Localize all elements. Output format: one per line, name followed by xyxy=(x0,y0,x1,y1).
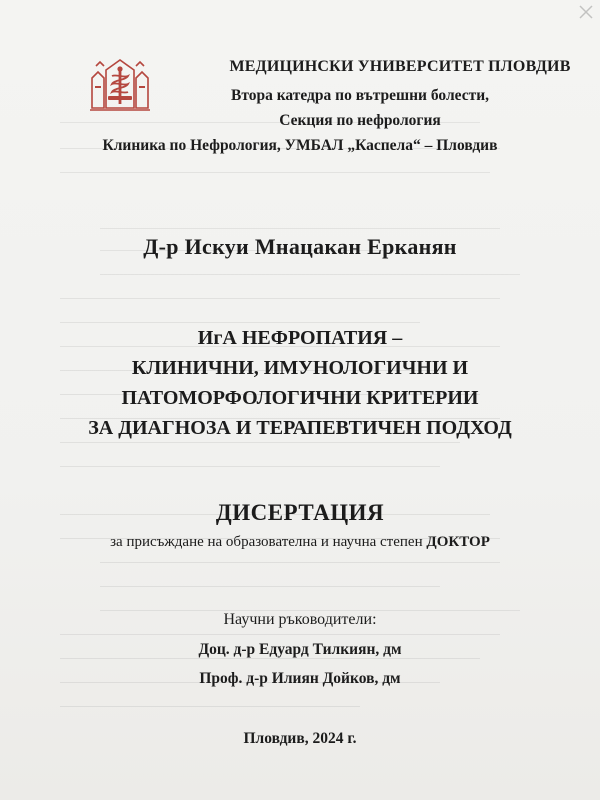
author-name: Д-р Искуи Мнацакан Ерканян xyxy=(143,234,457,259)
supervisor-1: Доц. д-р Едуард Тилкиян, дм xyxy=(198,641,402,658)
place-year: Пловдив, 2024 г. xyxy=(243,730,357,747)
supervisor-2: Проф. д-р Илиян Дойков, дм xyxy=(199,670,401,687)
department-name: Втора катедра по вътрешни болести, xyxy=(230,87,490,104)
section-name: Секция по нефрология xyxy=(279,112,441,129)
title-line-3: ПАТОМОРФОЛОГИЧНИ КРИТЕРИИ xyxy=(121,387,479,409)
clinic-name: Клиника по Нефрология, УМБАЛ „Каспела“ – Пловдив xyxy=(102,137,498,154)
title-line-4: ЗА ДИАГНОЗА И ТЕРАПЕВТИЧЕН ПОДХОД xyxy=(88,417,512,439)
degree-line xyxy=(0,534,600,551)
title-line-1: ИгА НЕФРОПАТИЯ – xyxy=(197,327,403,349)
degree-prefix: за присъждане на образователна и научна степен xyxy=(110,534,427,550)
university-name: МЕДИЦИНСКИ УНИВЕРСИТЕТ ПЛОВДИВ xyxy=(229,58,571,75)
title-line-2: КЛИНИЧНИ, ИМУНОЛОГИЧНИ И xyxy=(131,357,469,379)
corner-fold-icon xyxy=(578,4,594,20)
degree-name: ДОКТОР xyxy=(426,534,490,550)
supervisors-label: Научни ръководители: xyxy=(223,611,377,628)
document-type: ДИСЕРТАЦИЯ xyxy=(215,500,385,525)
